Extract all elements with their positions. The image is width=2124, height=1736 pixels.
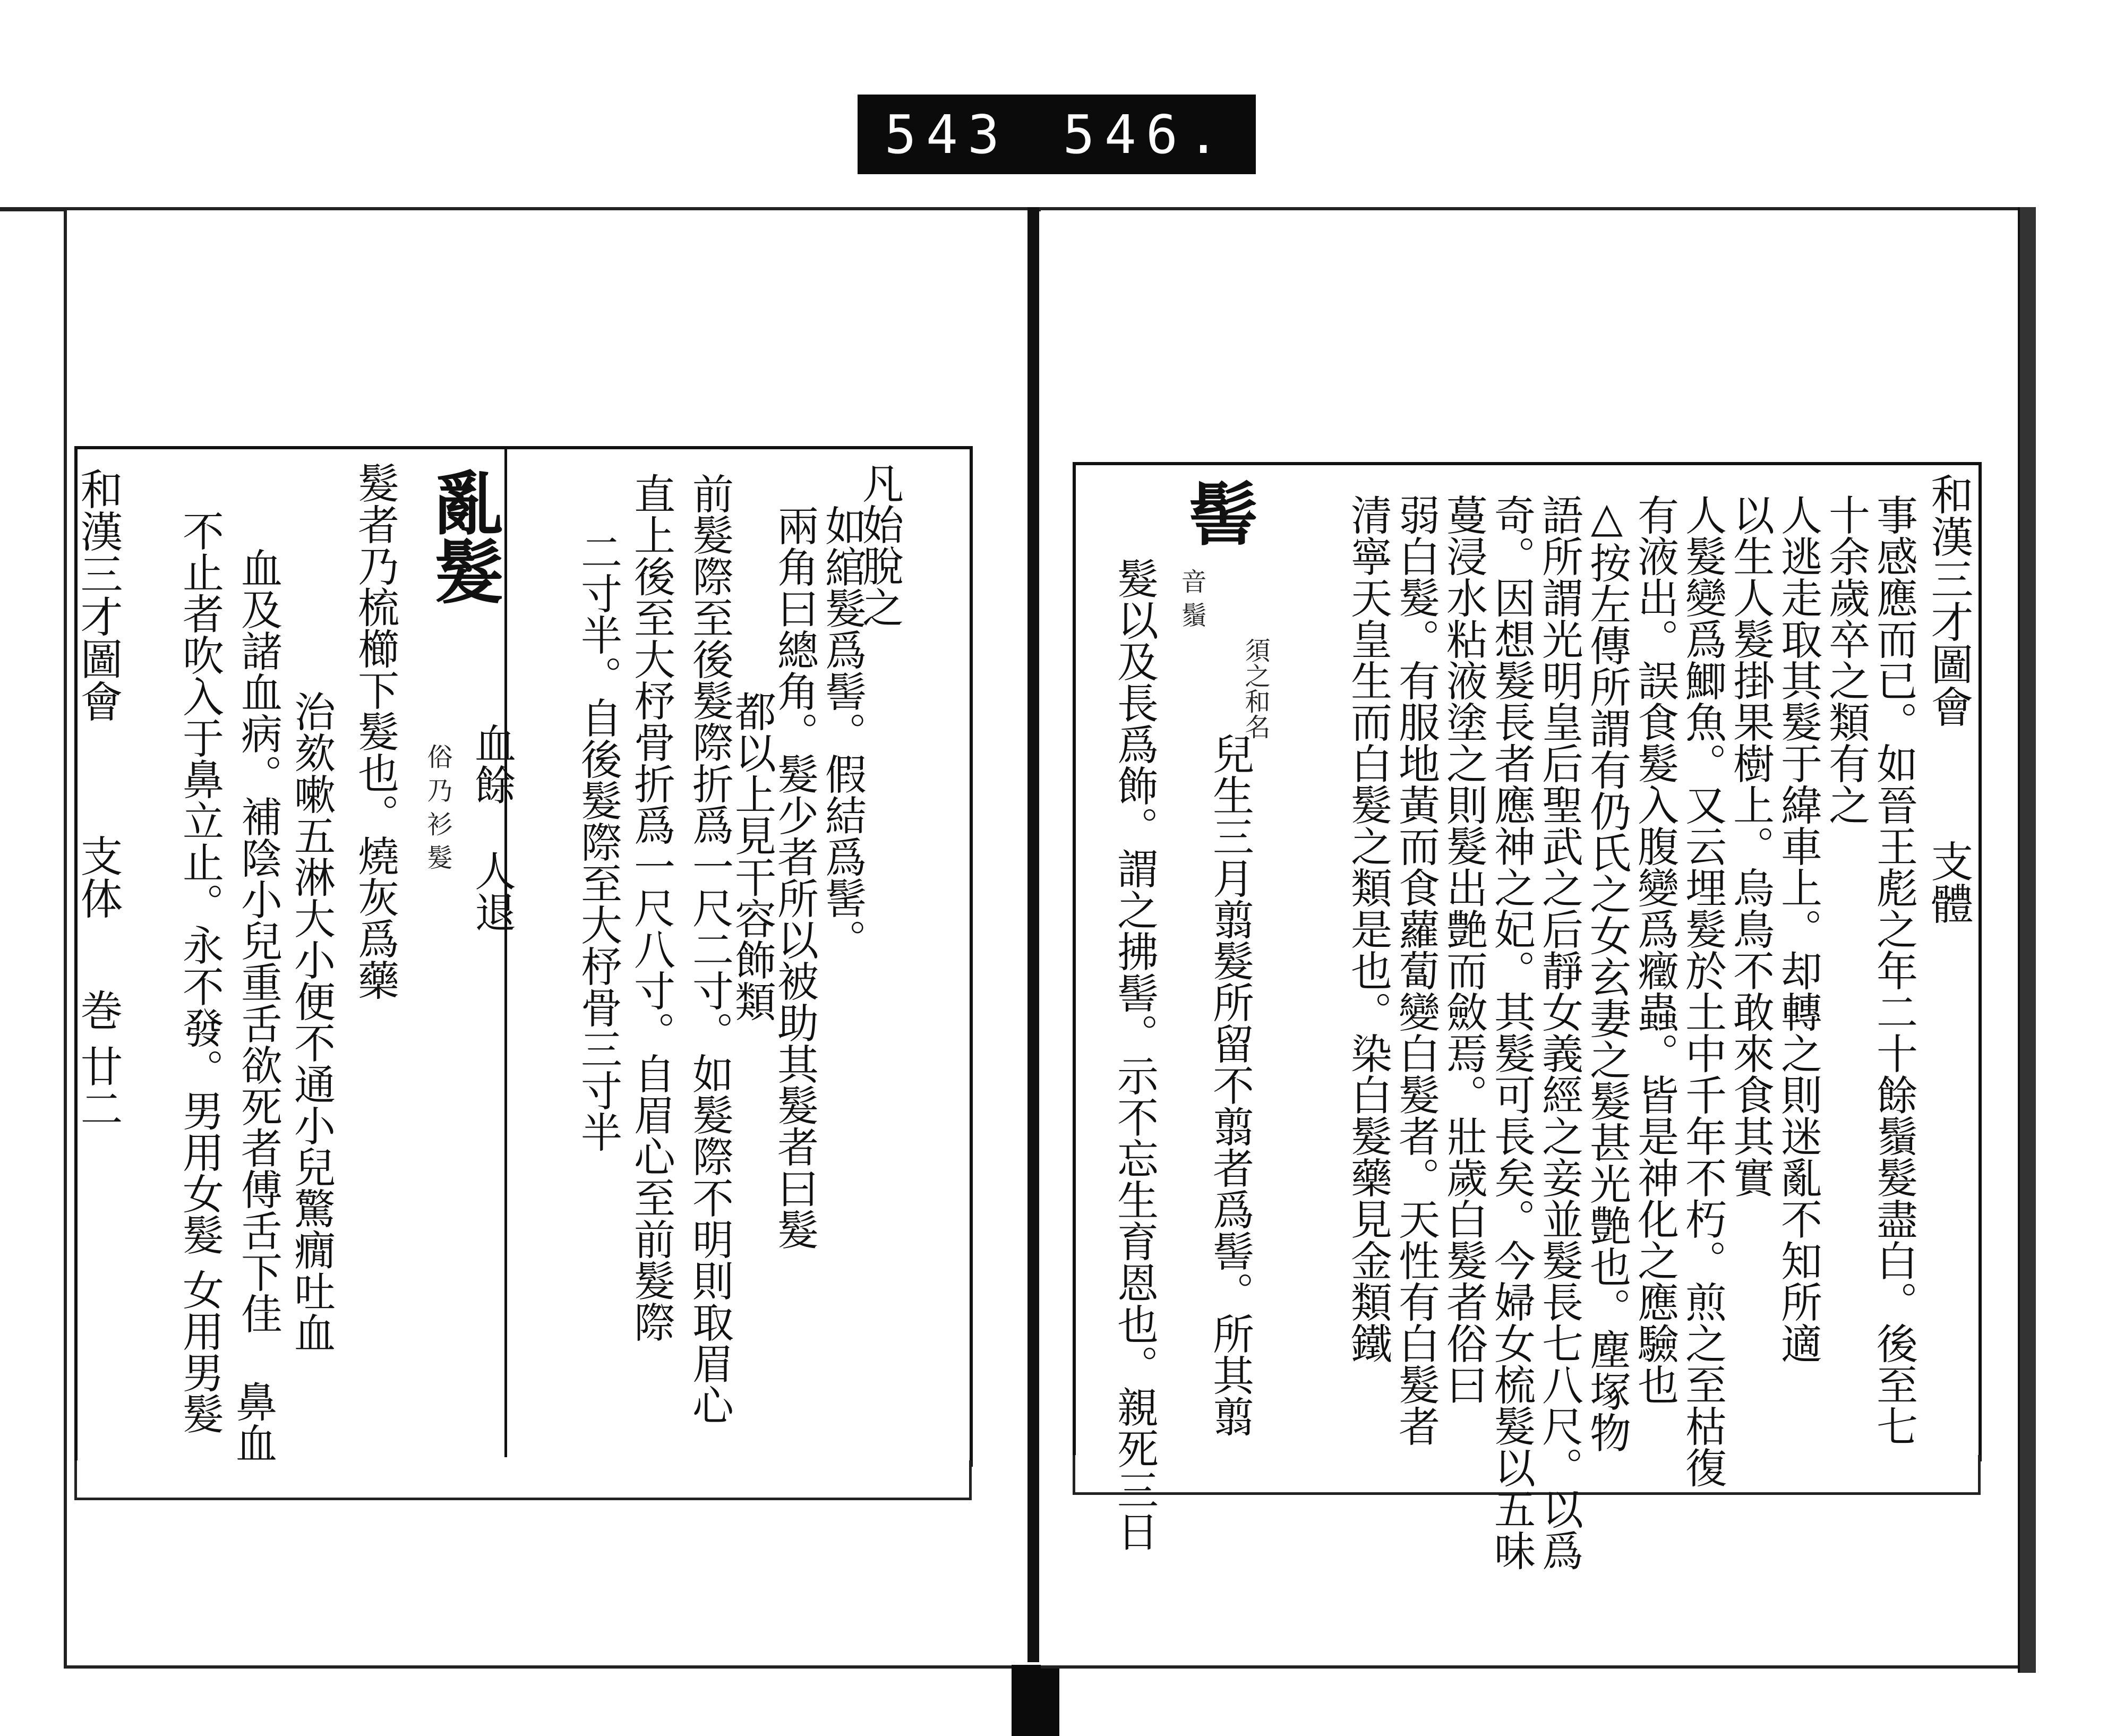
right-col-15: 髮以及長爲飾。謂之拂髻。示不忘生育恩也。親死三日	[1110, 558, 1159, 1552]
right-col-5: 人髮變爲鯽魚。又云埋髮於土中千年不朽。煎之至枯復	[1678, 494, 1727, 1488]
right-margin-title: 和漢三才圖會	[1924, 473, 1973, 728]
left-headword-annotation-3: 俗 乃 衫 髮	[423, 743, 452, 870]
right-col-4: 以生人髮掛果樹上。烏鳥不敢來食其實	[1726, 494, 1775, 1198]
right-col-13: 須之和名	[1240, 637, 1270, 739]
left-col-9: 治欬嗽五淋大小便不通小兒驚癇吐血	[287, 690, 336, 1353]
right-col-8: 語所謂光明皇后聖武之后靜女義經之妾並髮長七八尺。以爲	[1535, 494, 1583, 1571]
left-margin-strip	[72, 467, 122, 1450]
left-col-11: 不止者吹入于鼻立止。永不發。男用女髮 女用男髮	[176, 510, 224, 1434]
left-col-5: 前髮際至後髮際折爲一尺二寸。如髮際不明則取眉心	[686, 473, 734, 1425]
left-col-1: 凡始脫之	[855, 462, 904, 628]
right-col-2: 十余歲卒之類有之	[1822, 494, 1870, 825]
right-col-12: 清寧天皇生而白髮之類是也。染白髮藥見金類鐵	[1344, 494, 1392, 1364]
right-col-1: 事感應而已。如晉王彪之年二十餘鬚髮盡白。後至七	[1870, 494, 1918, 1447]
left-margin-volume: 巻	[73, 988, 123, 1031]
right-col-6: 有液出。誤食髮入腹變爲癥蟲。皆是神化之應驗也	[1631, 494, 1679, 1405]
left-col-4: 都以上見干容飾類	[728, 690, 776, 1022]
right-col-7: △按左傳所謂有仍氏之女玄妻之髮甚光艶也。塵塚物	[1583, 494, 1631, 1453]
label-right-number: 546.	[1063, 103, 1229, 166]
left-col-12: 鼻血	[229, 1381, 277, 1464]
left-headword-annotation-1: 血餘	[468, 722, 516, 805]
right-margin-section: 支體	[1924, 839, 1973, 925]
right-margin-strip	[1922, 473, 1973, 1444]
right-col-3: 人逃走取其髮于緯車上。却轉之則迷亂不知所適	[1774, 494, 1822, 1364]
spine-foot	[1012, 1665, 1059, 1736]
left-col-6: 直上後至大杼骨折爲一尺八寸。自眉心至前髮際	[627, 473, 675, 1342]
right-col-10: 蔓浸水粘液塗之則髮出艶而斂焉。壯歲白髮者俗曰	[1440, 494, 1488, 1405]
left-col-7: 二寸半。自後髮際至大杼骨三寸半	[574, 531, 622, 1152]
label-left-number: 543	[884, 103, 1009, 166]
left-margin-title: 和漢三才圖會	[73, 467, 123, 722]
left-col-10: 血及諸血病。補陰小兒重舌欲死者傅舌下佳	[234, 547, 282, 1334]
left-headword: 亂髮	[423, 467, 504, 605]
left-headword-annotation-2: 人退	[468, 850, 516, 933]
left-margin-section: 支体	[73, 834, 123, 919]
right-col-14: 兒生三月翦髮所留不翦者爲髻。所其翦	[1206, 733, 1254, 1437]
left-col-8: 髮者乃梳櫛下髮也。燒灰爲藥	[351, 462, 399, 1000]
left-page-footer	[74, 1460, 972, 1500]
left-col-3: 兩角曰總角。髮少者所以被助其髮者曰髮	[770, 504, 819, 1250]
label-tag	[858, 95, 1256, 174]
right-headword: 髻	[1177, 478, 1258, 547]
left-col-2: 如綰髮爲髻。假結爲髺。	[818, 504, 867, 960]
book-spine	[1027, 207, 1039, 1662]
left-margin-folio: 廿二	[73, 1045, 123, 1130]
right-book-edge	[2018, 207, 2036, 1673]
right-headword-annotation: 音 鬚	[1177, 568, 1206, 628]
right-col-9: 奇。因想髮長者應神之妃。其髮可長矣。今婦女梳髮以五味	[1487, 494, 1536, 1571]
right-col-11: 弱白髮。有服地黃而食蘿蔔變白髮者。天性有白髮者	[1392, 494, 1440, 1447]
